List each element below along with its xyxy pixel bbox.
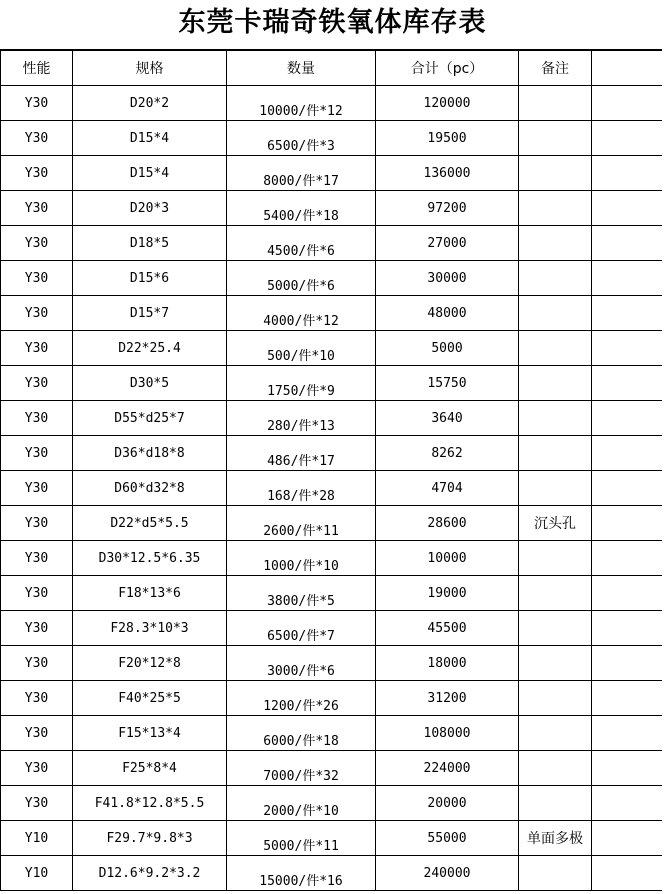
cell-spec: D15*4 <box>73 121 227 156</box>
cell-remark <box>519 646 592 681</box>
cell-remark <box>519 681 592 716</box>
cell-spec: F25*8*4 <box>73 751 227 786</box>
cell-performance: Y30 <box>1 331 73 366</box>
cell-performance: Y30 <box>1 436 73 471</box>
cell-empty <box>592 611 663 646</box>
cell-empty <box>592 576 663 611</box>
cell-quantity: 5000/件*11 <box>227 821 376 856</box>
table-row <box>1 436 663 471</box>
cell-empty <box>592 156 663 191</box>
cell-spec: D22*25.4 <box>73 331 227 366</box>
cell-empty <box>592 86 663 121</box>
cell-spec: D36*d18*8 <box>73 436 227 471</box>
cell-remark <box>519 576 592 611</box>
cell-empty <box>592 856 663 891</box>
cell-performance: Y30 <box>1 471 73 506</box>
cell-empty <box>592 261 663 296</box>
cell-quantity: 4500/件*6 <box>227 226 376 261</box>
cell-empty <box>592 226 663 261</box>
cell-empty <box>592 786 663 821</box>
cell-performance: Y30 <box>1 156 73 191</box>
cell-remark <box>519 786 592 821</box>
cell-performance: Y10 <box>1 856 73 891</box>
cell-remark <box>519 436 592 471</box>
cell-quantity: 500/件*10 <box>227 331 376 366</box>
cell-quantity: 8000/件*17 <box>227 156 376 191</box>
cell-spec: F15*13*4 <box>73 716 227 751</box>
cell-quantity: 3000/件*6 <box>227 646 376 681</box>
cell-quantity: 5400/件*18 <box>227 191 376 226</box>
cell-spec: F20*12*8 <box>73 646 227 681</box>
table-row <box>1 611 663 646</box>
header-performance: 性能 <box>1 51 73 86</box>
cell-spec: D12.6*9.2*3.2 <box>73 856 227 891</box>
cell-empty <box>592 121 663 156</box>
cell-total: 31200 <box>376 681 519 716</box>
table-row <box>1 296 663 331</box>
cell-remark <box>519 331 592 366</box>
cell-spec: D18*5 <box>73 226 227 261</box>
cell-spec: F18*13*6 <box>73 576 227 611</box>
cell-total: 8262 <box>376 436 519 471</box>
cell-empty <box>592 506 663 541</box>
table-row <box>1 86 663 121</box>
cell-empty <box>592 646 663 681</box>
table-row <box>1 156 663 191</box>
cell-performance: Y30 <box>1 611 73 646</box>
cell-remark <box>519 401 592 436</box>
cell-empty <box>592 366 663 401</box>
cell-performance: Y30 <box>1 646 73 681</box>
table-row <box>1 751 663 786</box>
cell-spec: F28.3*10*3 <box>73 611 227 646</box>
table-row <box>1 821 663 856</box>
cell-spec: F41.8*12.8*5.5 <box>73 786 227 821</box>
table-row <box>1 471 663 506</box>
cell-quantity: 7000/件*32 <box>227 751 376 786</box>
cell-spec: D30*5 <box>73 366 227 401</box>
cell-spec: D30*12.5*6.35 <box>73 541 227 576</box>
cell-total: 45500 <box>376 611 519 646</box>
cell-quantity: 3800/件*5 <box>227 576 376 611</box>
cell-quantity: 6500/件*7 <box>227 611 376 646</box>
cell-total: 15750 <box>376 366 519 401</box>
cell-total: 48000 <box>376 296 519 331</box>
cell-performance: Y30 <box>1 751 73 786</box>
cell-quantity: 486/件*17 <box>227 436 376 471</box>
cell-quantity: 1750/件*9 <box>227 366 376 401</box>
table-row <box>1 366 663 401</box>
cell-total: 108000 <box>376 716 519 751</box>
cell-spec: D20*3 <box>73 191 227 226</box>
cell-spec: D15*7 <box>73 296 227 331</box>
cell-total: 19000 <box>376 576 519 611</box>
cell-empty <box>592 191 663 226</box>
cell-empty <box>592 541 663 576</box>
cell-remark <box>519 86 592 121</box>
cell-remark <box>519 366 592 401</box>
cell-performance: Y30 <box>1 541 73 576</box>
cell-total: 20000 <box>376 786 519 821</box>
cell-remark <box>519 471 592 506</box>
cell-empty <box>592 296 663 331</box>
table-row <box>1 331 663 366</box>
table-row <box>1 786 663 821</box>
cell-remark <box>519 226 592 261</box>
cell-quantity: 6000/件*18 <box>227 716 376 751</box>
cell-total: 240000 <box>376 856 519 891</box>
cell-remark <box>519 261 592 296</box>
cell-total: 3640 <box>376 401 519 436</box>
cell-empty <box>592 751 663 786</box>
cell-remark <box>519 121 592 156</box>
cell-quantity: 6500/件*3 <box>227 121 376 156</box>
cell-spec: D60*d32*8 <box>73 471 227 506</box>
table-row <box>1 226 663 261</box>
cell-quantity: 2000/件*10 <box>227 786 376 821</box>
table-row <box>1 856 663 891</box>
cell-total: 55000 <box>376 821 519 856</box>
cell-quantity: 4000/件*12 <box>227 296 376 331</box>
cell-performance: Y30 <box>1 401 73 436</box>
table-row <box>1 646 663 681</box>
header-row <box>1 51 663 86</box>
table-row <box>1 401 663 436</box>
table-row <box>1 716 663 751</box>
table-row <box>1 576 663 611</box>
header-total: 合计（pc） <box>376 51 519 86</box>
cell-performance: Y30 <box>1 506 73 541</box>
cell-empty <box>592 436 663 471</box>
cell-empty <box>592 401 663 436</box>
cell-remark <box>519 541 592 576</box>
cell-total: 4704 <box>376 471 519 506</box>
table-row <box>1 506 663 541</box>
cell-performance: Y10 <box>1 821 73 856</box>
cell-empty <box>592 681 663 716</box>
cell-quantity: 1000/件*10 <box>227 541 376 576</box>
header-spec: 规格 <box>73 51 227 86</box>
cell-performance: Y30 <box>1 716 73 751</box>
cell-spec: D22*d5*5.5 <box>73 506 227 541</box>
cell-remark: 沉头孔 <box>519 506 592 541</box>
table-row <box>1 121 663 156</box>
cell-total: 136000 <box>376 156 519 191</box>
table-row <box>1 261 663 296</box>
cell-performance: Y30 <box>1 296 73 331</box>
cell-spec: D20*2 <box>73 86 227 121</box>
cell-performance: Y30 <box>1 366 73 401</box>
cell-spec: D15*4 <box>73 156 227 191</box>
cell-performance: Y30 <box>1 121 73 156</box>
cell-remark <box>519 751 592 786</box>
cell-performance: Y30 <box>1 786 73 821</box>
cell-remark <box>519 191 592 226</box>
cell-total: 19500 <box>376 121 519 156</box>
cell-remark <box>519 856 592 891</box>
cell-quantity: 168/件*28 <box>227 471 376 506</box>
cell-quantity: 2600/件*11 <box>227 506 376 541</box>
inventory-table <box>0 50 663 891</box>
cell-remark <box>519 611 592 646</box>
cell-remark <box>519 156 592 191</box>
header-remark: 备注 <box>519 51 592 86</box>
table-row <box>1 541 663 576</box>
cell-remark <box>519 716 592 751</box>
cell-remark: 单面多极 <box>519 821 592 856</box>
table-body <box>1 86 663 891</box>
cell-performance: Y30 <box>1 261 73 296</box>
table-row <box>1 191 663 226</box>
cell-performance: Y30 <box>1 86 73 121</box>
cell-quantity: 280/件*13 <box>227 401 376 436</box>
cell-total: 30000 <box>376 261 519 296</box>
cell-empty <box>592 716 663 751</box>
cell-total: 10000 <box>376 541 519 576</box>
cell-empty <box>592 821 663 856</box>
cell-total: 120000 <box>376 86 519 121</box>
cell-remark <box>519 296 592 331</box>
cell-performance: Y30 <box>1 681 73 716</box>
cell-total: 28600 <box>376 506 519 541</box>
cell-quantity: 15000/件*16 <box>227 856 376 891</box>
cell-quantity: 1200/件*26 <box>227 681 376 716</box>
cell-total: 5000 <box>376 331 519 366</box>
sheet-title: 东莞卡瑞奇铁氧体库存表 <box>0 0 665 50</box>
cell-empty <box>592 331 663 366</box>
cell-quantity: 5000/件*6 <box>227 261 376 296</box>
header-empty <box>592 51 663 86</box>
cell-total: 18000 <box>376 646 519 681</box>
cell-performance: Y30 <box>1 576 73 611</box>
cell-total: 27000 <box>376 226 519 261</box>
cell-spec: F29.7*9.8*3 <box>73 821 227 856</box>
cell-spec: D55*d25*7 <box>73 401 227 436</box>
cell-spec: D15*6 <box>73 261 227 296</box>
cell-total: 224000 <box>376 751 519 786</box>
cell-spec: F40*25*5 <box>73 681 227 716</box>
cell-empty <box>592 471 663 506</box>
cell-performance: Y30 <box>1 226 73 261</box>
table-row <box>1 681 663 716</box>
header-quantity: 数量 <box>227 51 376 86</box>
cell-total: 97200 <box>376 191 519 226</box>
cell-performance: Y30 <box>1 191 73 226</box>
cell-quantity: 10000/件*12 <box>227 86 376 121</box>
